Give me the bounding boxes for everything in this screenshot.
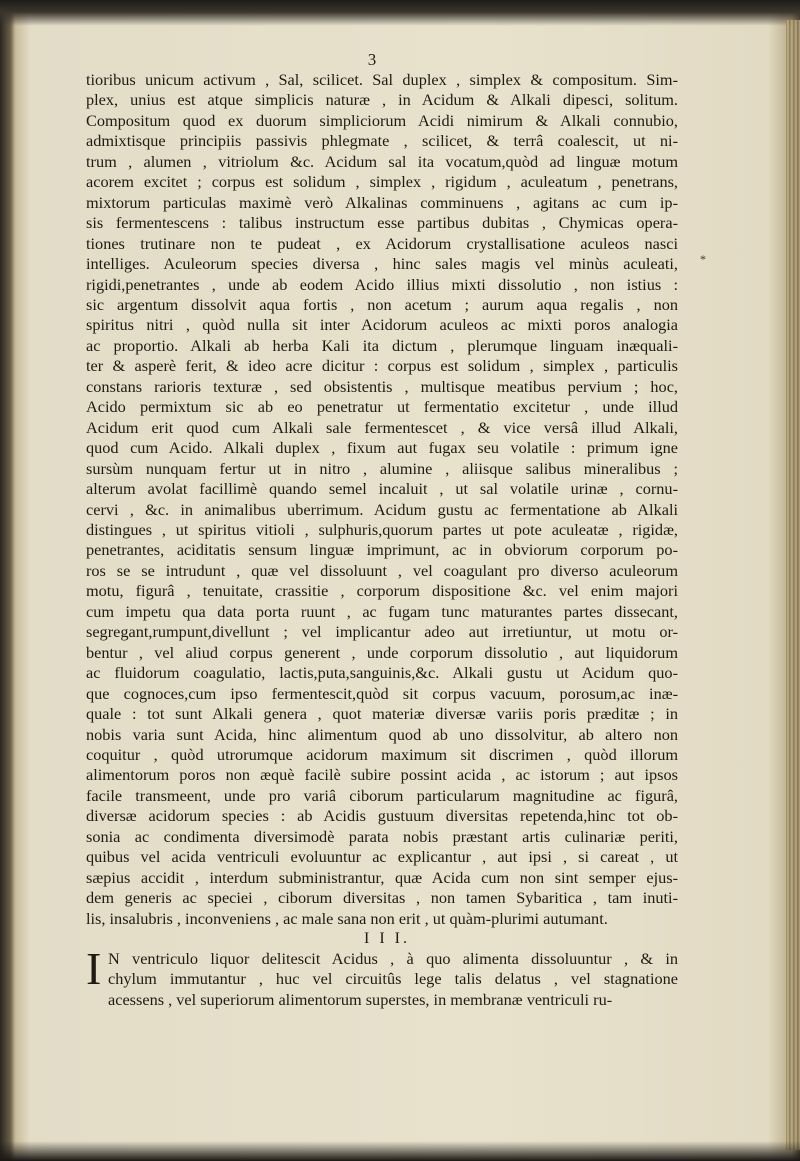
text-line: distingues , ut spiritus vitioli , sulphuris,quorum partes ut pote aculeatæ , rigidæ,	[86, 519, 678, 539]
text-line: Compositum quod ex duorum simpliciorum Acidi nimirum & Alkali connubio,	[86, 110, 678, 130]
text-line: Acidum erit quod cum Alkali sale fermentescet , & vice versâ illud Alkali,	[86, 417, 678, 437]
text-line: tioribus unicum activum , Sal, scilicet. Sal duplex , simplex & compositum. Sim-	[86, 70, 678, 89]
text-line: motu, figurâ , tenuitate, crassitie , corporum dispositione &c. vel enim majori	[86, 581, 678, 601]
section-paragraph	[86, 943, 678, 1010]
text-line: facile transmeent, unde pro variâ ciborum particularum magnitudine ac figurâ,	[86, 785, 678, 805]
text-line: rigidi,penetrantes , unde ab eodem Acido illius mixti dissolutio , non istius :	[86, 274, 678, 294]
binding-shadow	[0, 0, 14, 1161]
text-line: diversæ acidorum species : ab Acidis gustuum diversitas repetenda,hinc tot ob-	[86, 806, 678, 826]
top-edge-shadow	[0, 0, 800, 26]
text-line: acessens , vel superiorum alimentorum superstes, in membranæ ventriculi ru-	[108, 989, 613, 1009]
text-line: mixtorum particulas maximè verò Alkalinas comminuens , agitans ac cum ip-	[86, 192, 678, 212]
text-line: acorem excitet ; corpus est solidum , simplex , rigidum , aculeatum , penetrans,	[86, 172, 678, 192]
text-line: tiones trutinare non te pudeat , ex Acidorum crystallisatione aculeos nasci	[86, 233, 678, 253]
text-line: coquitur , quòd utrorumque acidorum maximum sit discrimen , quòd illorum	[86, 744, 678, 764]
text-line: nobis varia sunt Acida, hinc alimentum quod ab uno dissolvitur, ab altero non	[86, 724, 678, 744]
section-lines	[86, 943, 678, 1010]
text-line: N ventriculo liquor delitescit Acidus , à quo alimenta dissoluuntur , & in	[108, 949, 678, 969]
text-line: que cognoces,cum ipso fermentescit,quòd sit corpus vacuum, porosum,ac inæ-	[86, 683, 678, 703]
text-line: chylum immutantur , huc vel circuitûs lege talis delatus , vel stagnatione	[108, 969, 678, 989]
text-line: plex, unius est atque simplicis naturæ , in Acidum & Alkali dipesci, solitum.	[86, 90, 678, 110]
text-line: spiritus nitri , quòd nulla sit inter Acidorum aculeos ac mixti poros analogia	[86, 315, 678, 335]
page-edges	[786, 20, 800, 1150]
text-line: segregant,rumpunt,divellunt ; vel implicantur adeo aut irretiuntur, ut motu or-	[86, 622, 678, 642]
drop-initial: I	[86, 943, 102, 995]
section-number: I I I.	[364, 930, 410, 948]
text-line: Acido permixtum sic ab eo penetratur ut fermentatio excitetur , unde illud	[86, 397, 678, 417]
text-line: sursùm nunquam fertur ut in nitro , alumine , aliisque salibus mineralibus ;	[86, 458, 678, 478]
text-line: constans rarioris texturæ , sed obsistentis , multisque meatibus pervium ; hoc,	[86, 376, 678, 396]
text-line: ac proportio. Alkali ab herba Kali ita dictum , plerumque linguam inæquali-	[86, 335, 678, 355]
text-line: lis, insalubris , inconveniens , ac male sana non erit , ut quàm-plurimi autumant.	[86, 908, 608, 928]
body-text	[86, 70, 678, 1010]
bottom-edge-shadow	[0, 1141, 800, 1161]
text-line: quale : tot sunt Alkali genera , quot materiæ diversæ variis poris præditæ ; in	[86, 704, 678, 724]
text-line: alimentorum poros non æquè facilè subire possint acida , ac istorum ; aut ipsos	[86, 765, 678, 785]
text-line: sonia ac condimenta diversimodè parata nobis præstant artis culinariæ periti,	[86, 826, 678, 846]
text-line: intelliges. Aculeorum species diversa , hinc sales magis vel minùs aculeati,	[86, 254, 678, 274]
paragraph-one	[86, 70, 678, 929]
text-line: cum impetu qua data porta ruunt , ac fugam tunc maturantes partes dissecant,	[86, 601, 678, 621]
text-line: ac fluidorum coagulatio, lactis,puta,sanguinis,&c. Alkali gustu ut Acidum quo-	[86, 663, 678, 683]
text-line: admixtisque principiis passivis phlegmate , scilicet, & terrâ coalescit, ut ni-	[86, 131, 678, 151]
text-line: sic argentum dissolvit aqua fortis , non acetum ; aurum aqua regalis , non	[86, 294, 678, 314]
margin-mark: *	[700, 252, 706, 266]
text-line: sis fermentescens : talibus instructum esse partibus dubitas , Chymicas opera-	[86, 213, 678, 233]
text-line: quod cum Acido. Alkali duplex , fixum aut fugax seu volatile : primum igne	[86, 438, 678, 458]
text-line: alterum avolat facillimè quando semel incaluit , ut sal volatile urinæ , cornu-	[86, 479, 678, 499]
text-line: trum , alumen , vitriolum &c. Acidum sal ita vocatum,quòd ad linguæ motum	[86, 151, 678, 171]
text-line: dem generis ac speciei , ciborum diversitas , non tamen Sybaritica , tam inuti-	[86, 888, 678, 908]
text-line: ros se se intrudunt , quæ vel dissoluunt , vel coagulant pro diverso aculeorum	[86, 560, 678, 580]
text-line: quibus vel acida ventriculi evoluuntur ac explicantur , aut ipsi , si careat , ut	[86, 847, 678, 867]
text-line: penetrantes, aciditatis sensum linguæ imprimunt, ac in obviorum corporum po-	[86, 540, 678, 560]
text-line: bentur , vel aliud corpus generent , unde corporum dissolutio , aut liquidorum	[86, 642, 678, 662]
text-line: sæpius accidit , interdum subministrantur, quæ Acida cum non sint semper ejus-	[86, 867, 678, 887]
text-line: ter & asperè ferit, & ideo acre dicitur : corpus est solidum , simplex , particulis	[86, 356, 678, 376]
text-line: cervi , &c. in animalibus uberrimum. Acidum gustu ac fermentatione ab Alkali	[86, 499, 678, 519]
page-number: 3	[367, 50, 377, 69]
